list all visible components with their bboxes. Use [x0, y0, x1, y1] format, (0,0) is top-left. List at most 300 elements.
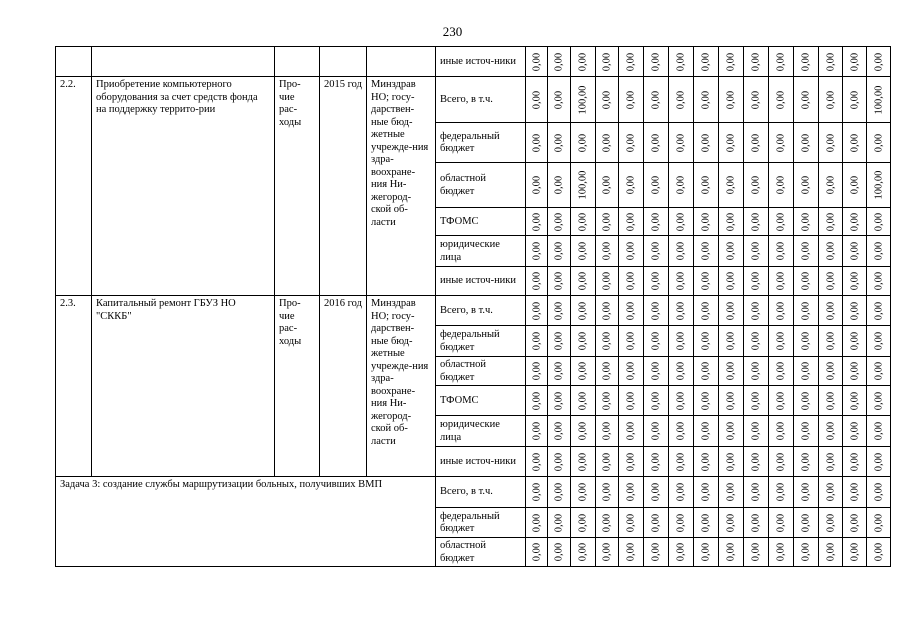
amount-value: 0,00	[825, 90, 836, 109]
amount-value: 0,00	[577, 241, 589, 261]
amount-value: 0,00	[577, 52, 589, 71]
amount-cell	[694, 296, 719, 326]
amount-cell	[526, 296, 548, 326]
amount-value: 0,00	[625, 271, 637, 291]
amount-value: 0,00	[553, 241, 565, 261]
amount-value: 0,00	[625, 175, 637, 195]
amount-cell	[819, 357, 843, 386]
amount-cell	[669, 447, 694, 477]
funding-source: областной бюджет	[436, 538, 526, 567]
amount-value: 0,00	[700, 452, 712, 471]
amount-value: 0,00	[873, 52, 884, 71]
amount-cell	[596, 77, 619, 123]
amount-cell	[769, 447, 794, 477]
amount-value: 0,00	[750, 241, 762, 261]
item-name: Капитальный ремонт ГБУЗ НО "СККБ"	[92, 296, 275, 477]
amount-cell	[719, 477, 744, 508]
amount-cell	[819, 123, 843, 163]
amount-cell	[596, 447, 619, 477]
amount-value: 0,00	[800, 133, 812, 152]
amount-value: 0,00	[750, 301, 762, 320]
amount-value: 0,00	[849, 421, 860, 441]
amount-value: 0,00	[825, 513, 836, 532]
amount-cell	[619, 447, 644, 477]
amount-cell	[548, 123, 571, 163]
amount-cell	[744, 77, 769, 123]
amount-value: 0,00	[650, 452, 662, 471]
amount-value: 0,00	[675, 513, 687, 532]
amount-value: 0,00	[675, 212, 687, 231]
amount-value: 0,00	[825, 361, 836, 381]
amount-cell	[526, 208, 548, 236]
amount-cell	[596, 296, 619, 326]
amount-value: 0,00	[750, 271, 762, 291]
amount-cell	[526, 47, 548, 77]
amount-value: 0,00	[625, 513, 637, 532]
amount-cell	[526, 267, 548, 296]
amount-value: 0,00	[750, 175, 762, 195]
amount-value: 0,00	[625, 421, 637, 441]
name-cell	[92, 47, 275, 77]
amount-value: 100,00	[577, 85, 589, 114]
amount-value: 0,00	[601, 421, 613, 441]
amount-value: 0,00	[577, 133, 589, 152]
amount-value: 0,00	[825, 241, 836, 261]
amount-cell	[526, 477, 548, 508]
amount-value: 0,00	[800, 513, 812, 532]
amount-value: 0,00	[800, 241, 812, 261]
amount-value: 0,00	[650, 241, 662, 261]
amount-cell	[619, 267, 644, 296]
amount-value: 0,00	[601, 90, 613, 109]
amount-value: 0,00	[601, 271, 613, 291]
funding-source: иные источ-ники	[436, 47, 526, 77]
amount-value: 0,00	[601, 212, 613, 231]
amount-cell	[619, 508, 644, 538]
amount-value: 0,00	[601, 52, 613, 71]
amount-value: 0,00	[625, 542, 637, 562]
amount-value: 0,00	[849, 391, 860, 410]
amount-cell	[571, 267, 596, 296]
amount-cell	[571, 296, 596, 326]
amount-value: 0,00	[625, 391, 637, 410]
year-cell	[320, 47, 367, 77]
amount-cell	[794, 326, 819, 357]
amount-cell	[644, 77, 669, 123]
amount-value: 0,00	[601, 175, 613, 195]
amount-value: 0,00	[675, 421, 687, 441]
amount-value: 0,00	[675, 452, 687, 471]
table-row	[56, 296, 891, 326]
amount-value: 0,00	[775, 361, 787, 381]
amount-cell	[644, 47, 669, 77]
amount-cell	[819, 508, 843, 538]
amount-cell	[526, 123, 548, 163]
amount-cell	[744, 416, 769, 447]
amount-cell	[526, 386, 548, 416]
amount-cell	[694, 508, 719, 538]
amount-value: 0,00	[601, 391, 613, 410]
amount-cell	[548, 267, 571, 296]
amount-cell	[744, 447, 769, 477]
amount-value: 0,00	[873, 361, 884, 381]
funding-source: областной бюджет	[436, 163, 526, 208]
amount-value: 0,00	[601, 482, 613, 502]
amount-value: 0,00	[650, 271, 662, 291]
amount-value: 0,00	[650, 421, 662, 441]
amount-value: 0,00	[675, 90, 687, 109]
amount-cell	[744, 357, 769, 386]
amount-value: 0,00	[849, 175, 860, 195]
amount-value: 0,00	[725, 175, 737, 195]
amount-cell	[867, 386, 891, 416]
amount-value: 0,00	[825, 175, 836, 195]
executor-cell	[367, 47, 436, 77]
amount-cell	[619, 357, 644, 386]
amount-cell	[843, 208, 867, 236]
table-row	[56, 77, 891, 123]
amount-cell	[571, 326, 596, 357]
amount-value: 0,00	[625, 133, 637, 152]
amount-cell	[867, 326, 891, 357]
amount-value: 0,00	[825, 301, 836, 320]
amount-value: 0,00	[700, 361, 712, 381]
amount-cell	[619, 326, 644, 357]
amount-value: 0,00	[700, 513, 712, 532]
amount-cell	[526, 357, 548, 386]
amount-cell	[548, 296, 571, 326]
amount-cell	[769, 386, 794, 416]
amount-cell	[669, 77, 694, 123]
amount-cell	[571, 477, 596, 508]
amount-value: 0,00	[800, 212, 812, 231]
amount-cell	[843, 236, 867, 267]
amount-value: 0,00	[650, 52, 662, 71]
amount-value: 0,00	[800, 175, 812, 195]
funding-table	[55, 46, 891, 567]
item-year: 2016 год	[320, 296, 367, 477]
amount-value: 0,00	[800, 361, 812, 381]
amount-cell	[867, 477, 891, 508]
item-year: 2015 год	[320, 77, 367, 296]
amount-value: 0,00	[775, 212, 787, 231]
amount-value: 0,00	[553, 513, 565, 532]
amount-value: 0,00	[601, 301, 613, 320]
amount-value: 0,00	[725, 513, 737, 532]
amount-value: 0,00	[750, 513, 762, 532]
amount-cell	[669, 296, 694, 326]
amount-cell	[769, 538, 794, 567]
amount-value: 0,00	[800, 90, 812, 109]
funding-source: федеральный бюджет	[436, 123, 526, 163]
amount-cell	[719, 208, 744, 236]
amount-value: 0,00	[700, 482, 712, 502]
amount-value: 0,00	[825, 482, 836, 502]
amount-cell	[596, 477, 619, 508]
amount-cell	[794, 538, 819, 567]
amount-value: 0,00	[725, 331, 737, 351]
amount-cell	[596, 208, 619, 236]
item-name: Приобретение компьютерного оборудования за счет средств фонда на поддержку террито-рии	[92, 77, 275, 296]
amount-value: 0,00	[700, 175, 712, 195]
amount-cell	[719, 236, 744, 267]
item-executor: Минздрав НО; госу-дарствен-ные бюд-жетные учрежде-ния здра-воохране-ния Ни-жегород-ской об-ласти	[367, 296, 436, 477]
amount-cell	[571, 386, 596, 416]
amount-cell	[694, 208, 719, 236]
amount-cell	[843, 416, 867, 447]
amount-cell	[644, 236, 669, 267]
amount-value: 0,00	[849, 482, 860, 502]
amount-cell	[644, 123, 669, 163]
amount-value: 0,00	[650, 542, 662, 562]
amount-cell	[669, 236, 694, 267]
amount-value: 0,00	[800, 331, 812, 351]
amount-cell	[548, 508, 571, 538]
amount-cell	[619, 296, 644, 326]
amount-value: 0,00	[775, 301, 787, 320]
amount-value: 0,00	[675, 241, 687, 261]
amount-cell	[794, 208, 819, 236]
amount-value: 0,00	[531, 513, 542, 532]
amount-value: 0,00	[531, 331, 542, 351]
amount-value: 0,00	[800, 271, 812, 291]
amount-value: 0,00	[873, 212, 884, 231]
item-expense-type: Про-чие рас-ходы	[275, 77, 320, 296]
amount-value: 0,00	[577, 331, 589, 351]
amount-value: 0,00	[800, 421, 812, 441]
amount-cell	[769, 47, 794, 77]
amount-value: 0,00	[577, 452, 589, 471]
amount-value: 0,00	[650, 301, 662, 320]
amount-cell	[819, 296, 843, 326]
amount-cell	[644, 296, 669, 326]
amount-value: 0,00	[775, 391, 787, 410]
amount-cell	[867, 538, 891, 567]
amount-cell	[694, 236, 719, 267]
amount-cell	[548, 47, 571, 77]
amount-value: 0,00	[775, 271, 787, 291]
amount-cell	[843, 447, 867, 477]
item-expense-type: Про-чие рас-ходы	[275, 296, 320, 477]
amount-cell	[619, 416, 644, 447]
amount-cell	[794, 508, 819, 538]
item-executor: Минздрав НО; госу-дарствен-ные бюд-жетные учрежде-ния здра-воохране-ния Ни-жегород-ской об-ласти	[367, 77, 436, 296]
amount-value: 0,00	[800, 301, 812, 320]
type-cell	[275, 47, 320, 77]
amount-value: 0,00	[849, 331, 860, 351]
amount-value: 0,00	[750, 52, 762, 71]
amount-cell	[526, 163, 548, 208]
amount-cell	[744, 208, 769, 236]
amount-cell	[794, 296, 819, 326]
amount-cell	[644, 538, 669, 567]
amount-value: 0,00	[577, 212, 589, 231]
amount-value: 0,00	[775, 542, 787, 562]
amount-cell	[619, 123, 644, 163]
amount-cell	[843, 386, 867, 416]
amount-cell	[794, 357, 819, 386]
amount-value: 0,00	[825, 212, 836, 231]
amount-value: 0,00	[849, 271, 860, 291]
amount-value: 0,00	[750, 421, 762, 441]
amount-value: 0,00	[700, 212, 712, 231]
amount-cell	[794, 416, 819, 447]
amount-cell	[596, 416, 619, 447]
amount-value: 0,00	[531, 542, 542, 562]
amount-value: 0,00	[700, 391, 712, 410]
amount-cell	[694, 386, 719, 416]
amount-cell	[669, 386, 694, 416]
amount-cell	[719, 163, 744, 208]
amount-cell	[669, 508, 694, 538]
amount-value: 0,00	[873, 542, 884, 562]
amount-value: 0,00	[531, 301, 542, 320]
amount-value: 0,00	[825, 542, 836, 562]
amount-cell	[548, 477, 571, 508]
amount-cell	[819, 47, 843, 77]
amount-value: 0,00	[553, 421, 565, 441]
amount-cell	[867, 508, 891, 538]
amount-cell	[843, 163, 867, 208]
table-row	[56, 47, 891, 77]
amount-cell	[669, 538, 694, 567]
amount-cell	[596, 357, 619, 386]
amount-value: 0,00	[553, 271, 565, 291]
amount-cell	[694, 326, 719, 357]
amount-cell	[644, 357, 669, 386]
amount-cell	[644, 326, 669, 357]
amount-cell	[769, 77, 794, 123]
amount-value: 0,00	[750, 133, 762, 152]
amount-value: 0,00	[800, 482, 812, 502]
amount-value: 0,00	[577, 271, 589, 291]
amount-value: 0,00	[775, 90, 787, 109]
amount-value: 0,00	[625, 331, 637, 351]
funding-source: юридические лица	[436, 416, 526, 447]
amount-value: 0,00	[700, 271, 712, 291]
amount-value: 0,00	[625, 241, 637, 261]
amount-value: 0,00	[650, 482, 662, 502]
amount-cell	[644, 386, 669, 416]
amount-cell	[867, 47, 891, 77]
amount-value: 0,00	[531, 482, 542, 502]
amount-value: 0,00	[675, 271, 687, 291]
amount-cell	[819, 416, 843, 447]
amount-cell	[644, 416, 669, 447]
amount-cell	[719, 357, 744, 386]
amount-value: 0,00	[825, 133, 836, 152]
amount-value: 0,00	[750, 542, 762, 562]
amount-cell	[719, 416, 744, 447]
amount-cell	[819, 208, 843, 236]
amount-cell	[571, 357, 596, 386]
amount-cell	[794, 163, 819, 208]
amount-cell	[867, 208, 891, 236]
amount-value: 0,00	[700, 331, 712, 351]
amount-value: 0,00	[650, 90, 662, 109]
amount-cell	[843, 77, 867, 123]
amount-value: 0,00	[650, 175, 662, 195]
amount-cell	[694, 416, 719, 447]
amount-value: 0,00	[800, 452, 812, 471]
amount-cell	[769, 123, 794, 163]
amount-cell	[694, 163, 719, 208]
amount-cell	[819, 477, 843, 508]
amount-value: 0,00	[750, 452, 762, 471]
amount-value: 0,00	[775, 133, 787, 152]
amount-value: 0,00	[775, 421, 787, 441]
amount-value: 0,00	[675, 52, 687, 71]
amount-value: 0,00	[700, 52, 712, 71]
amount-value: 0,00	[675, 482, 687, 502]
amount-cell	[571, 416, 596, 447]
amount-value: 0,00	[531, 175, 542, 195]
amount-cell	[526, 416, 548, 447]
amount-cell	[526, 236, 548, 267]
amount-value: 0,00	[577, 513, 589, 532]
amount-value: 0,00	[553, 331, 565, 351]
amount-value: 0,00	[800, 542, 812, 562]
amount-cell	[843, 477, 867, 508]
amount-value: 0,00	[825, 331, 836, 351]
funding-source: иные источ-ники	[436, 267, 526, 296]
amount-cell	[719, 386, 744, 416]
amount-cell	[596, 386, 619, 416]
amount-cell	[843, 357, 867, 386]
amount-value: 0,00	[873, 331, 884, 351]
amount-value: 0,00	[531, 271, 542, 291]
amount-value: 0,00	[675, 301, 687, 320]
amount-cell	[619, 47, 644, 77]
amount-cell	[694, 77, 719, 123]
amount-cell	[769, 296, 794, 326]
amount-cell	[548, 386, 571, 416]
amount-cell	[596, 236, 619, 267]
amount-cell	[769, 508, 794, 538]
amount-value: 100,00	[873, 170, 884, 200]
amount-cell	[669, 123, 694, 163]
amount-value: 0,00	[849, 452, 860, 471]
amount-cell	[694, 447, 719, 477]
amount-value: 0,00	[849, 361, 860, 381]
amount-cell	[843, 296, 867, 326]
funding-source: юридические лица	[436, 236, 526, 267]
amount-value: 0,00	[750, 212, 762, 231]
amount-cell	[794, 123, 819, 163]
amount-cell	[794, 267, 819, 296]
amount-cell	[619, 163, 644, 208]
amount-cell	[694, 267, 719, 296]
amount-cell	[843, 538, 867, 567]
amount-cell	[719, 123, 744, 163]
amount-value: 0,00	[553, 90, 565, 109]
amount-value: 0,00	[849, 241, 860, 261]
amount-cell	[694, 123, 719, 163]
page-number: 230	[442, 24, 463, 39]
amount-value: 0,00	[531, 90, 542, 109]
funding-source: ТФОМС	[436, 386, 526, 416]
amount-cell	[526, 538, 548, 567]
amount-cell	[644, 477, 669, 508]
amount-value: 0,00	[553, 482, 565, 502]
amount-cell	[769, 267, 794, 296]
amount-cell	[571, 208, 596, 236]
amount-value: 0,00	[531, 241, 542, 261]
amount-value: 0,00	[625, 301, 637, 320]
amount-cell	[819, 538, 843, 567]
amount-cell	[867, 447, 891, 477]
amount-value: 0,00	[725, 542, 737, 562]
